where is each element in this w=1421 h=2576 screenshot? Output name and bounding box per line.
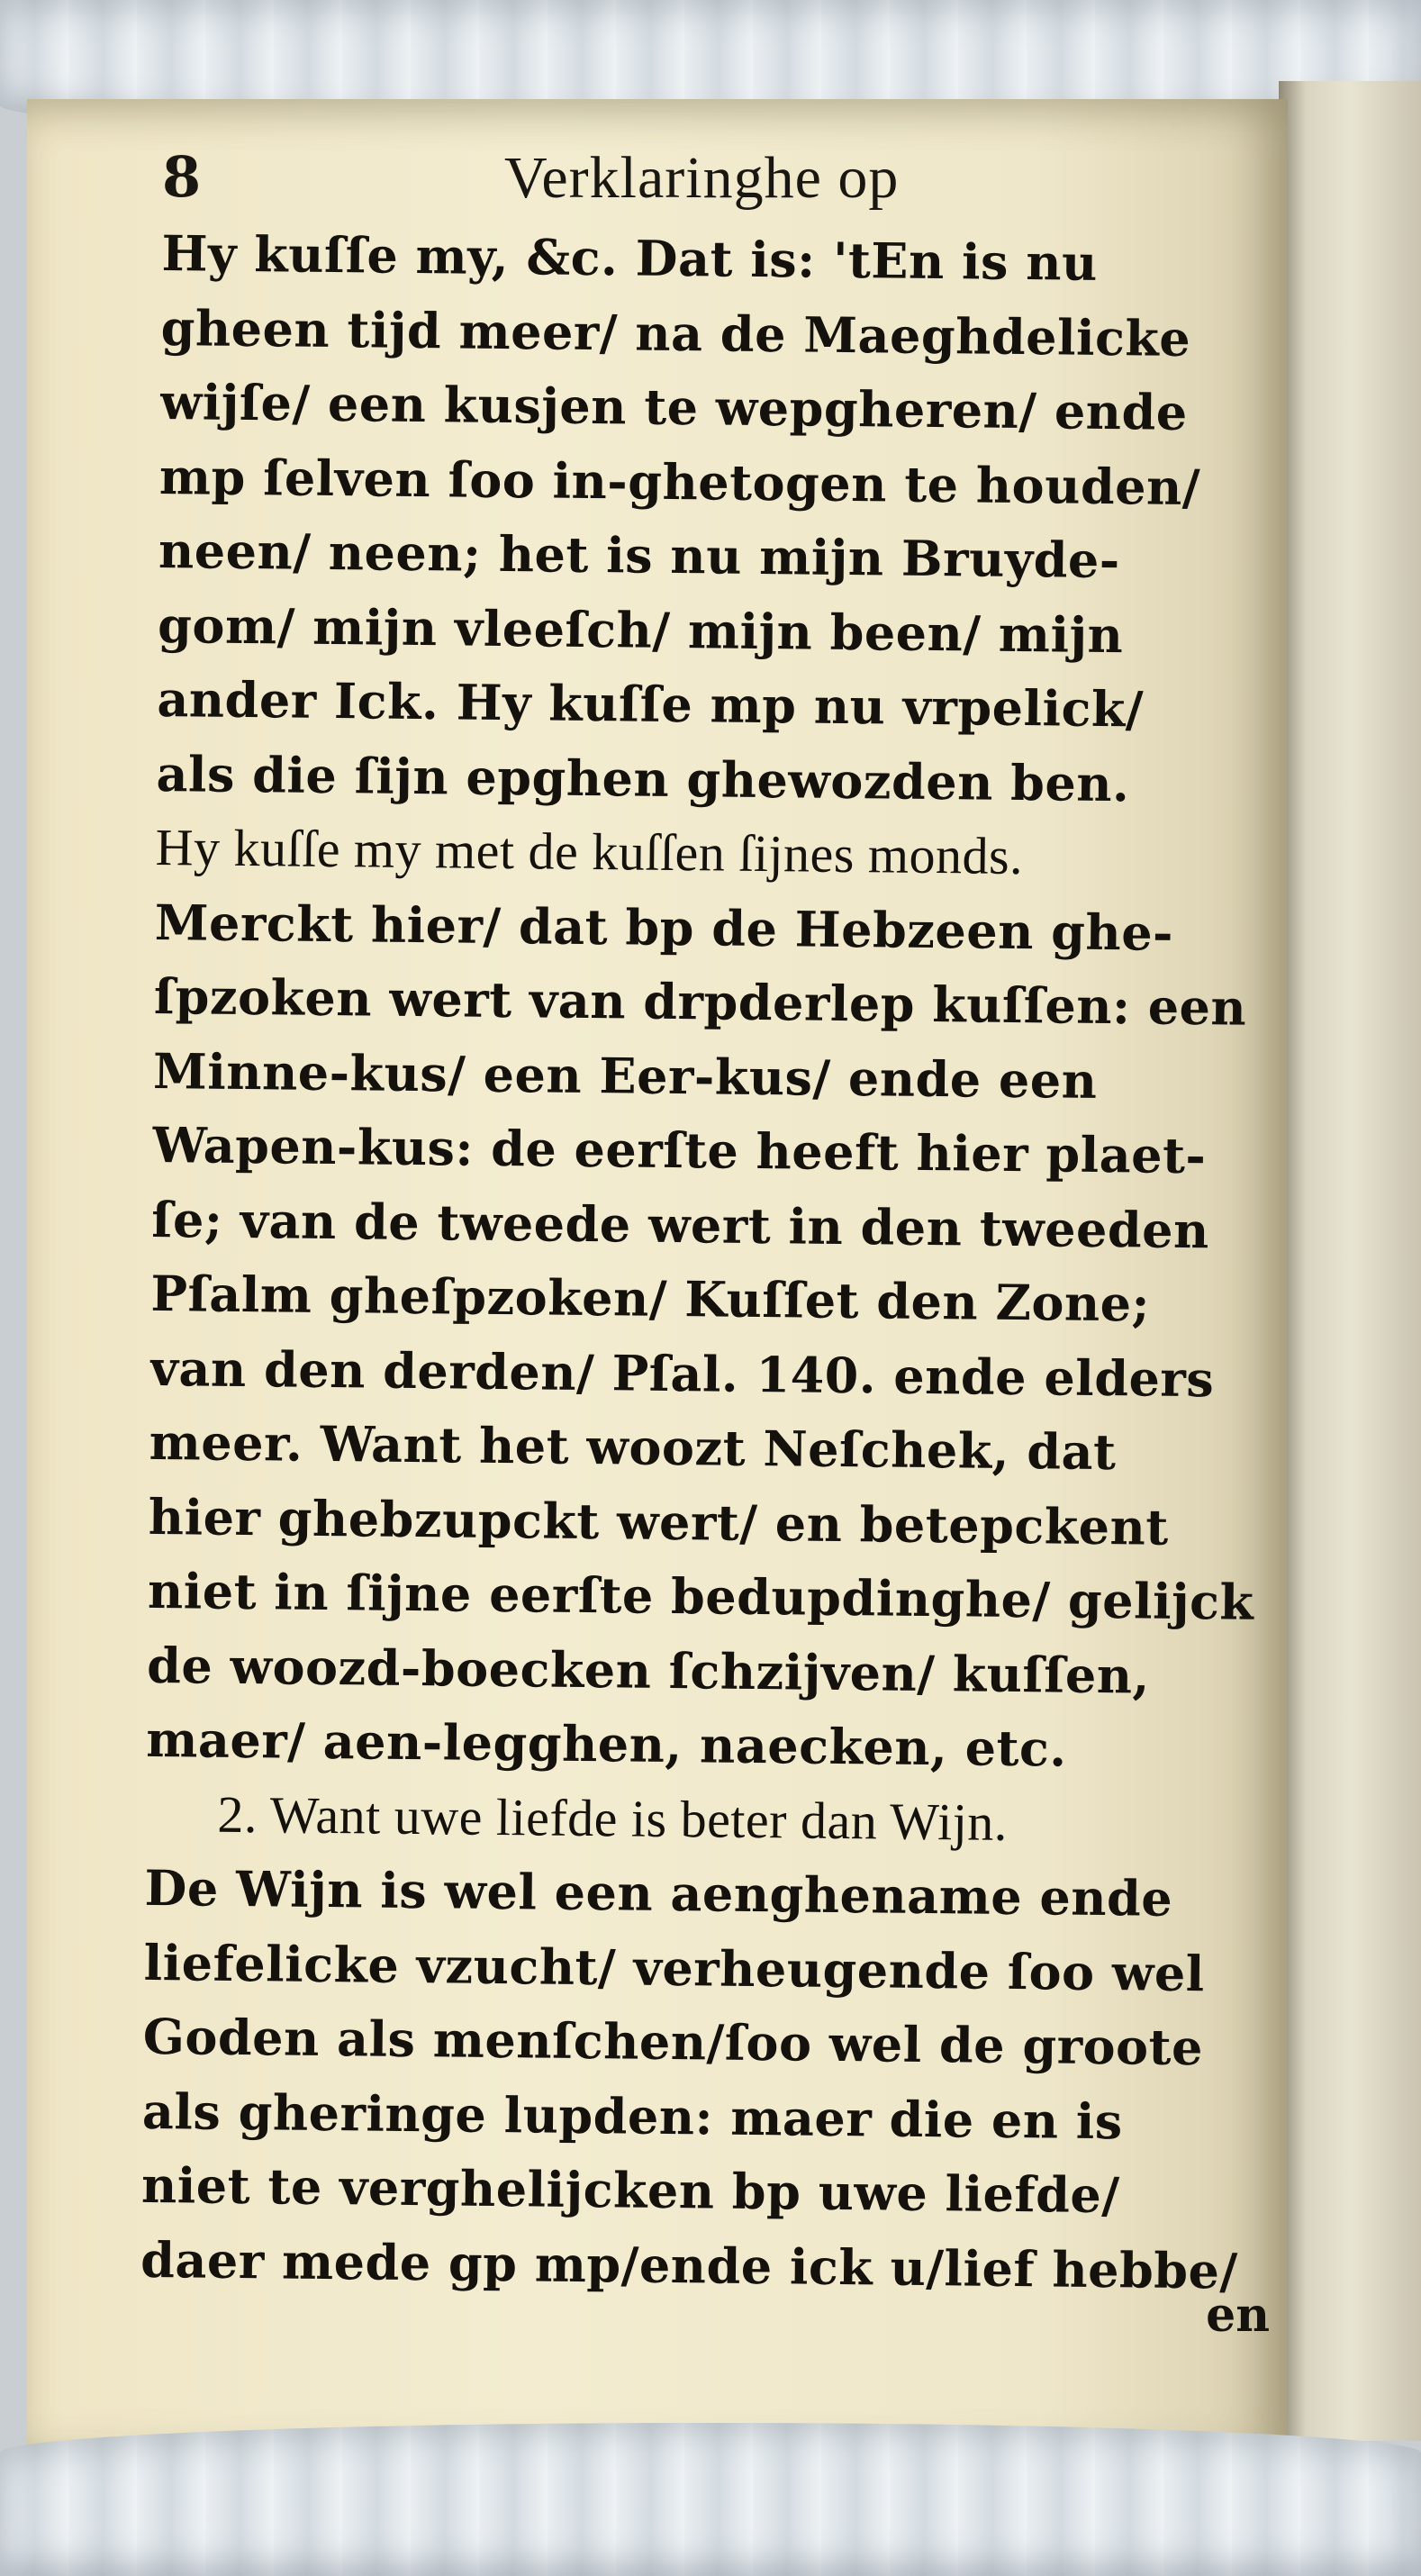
text-line: hier ghebzupckt wert/ en betepckent xyxy=(148,1487,1170,1556)
text-line: Pſalm gheſpzoken/ Kuſſet den Zone; xyxy=(150,1264,1151,1333)
text-line: gom/ mijn vleeſch/ mijn been/ mijn xyxy=(157,595,1124,664)
text-line: niet in ſijne eerſte bedupdinghe/ gelijck xyxy=(147,1561,1254,1631)
book-page xyxy=(27,99,1288,2459)
adjacent-page-edge xyxy=(1279,81,1421,2441)
text-line: Goden als menſchen/ſoo wel de groote xyxy=(142,2007,1204,2077)
text-line: gheen tijd meer/ na de Maeghdelicke xyxy=(160,298,1191,367)
text-line: daer mede gp mp/ende ick u/lief hebbe/ xyxy=(140,2230,1238,2300)
text-line: 2. Want uwe liefde is beter dan Wijn. xyxy=(217,1784,1009,1852)
text-line: ſpzoken wert van drpderlep kuſſen: een xyxy=(153,966,1247,1037)
bottom-fabric-border xyxy=(0,2423,1421,2576)
body-text xyxy=(140,216,1288,2390)
text-line: meer. Want het woozt Neſchek, dat xyxy=(149,1412,1117,1482)
text-line: ander Ick. Hy kuſſe mp nu vrpelick/ xyxy=(157,669,1145,739)
text-line: als die ſijn epghen ghewozden ben. xyxy=(156,744,1130,812)
text-line: ſe; van de tweede wert in den tweeden xyxy=(151,1190,1210,1259)
text-line: Wapen-kus: de eerſte heeft hier plaet- xyxy=(151,1115,1207,1185)
text-line: Minne-kus/ een Eer-kus/ ende een xyxy=(152,1041,1098,1110)
page-header xyxy=(162,144,1153,225)
page-number: 8 xyxy=(162,144,202,210)
text-line: Hy kuſſe my met de kuſſen ſijnes monds. xyxy=(155,817,1024,886)
text-line: van den derden/ Pſal. 140. ende elders xyxy=(149,1338,1215,1408)
text-line: Merckt hier/ dat bp de Hebzeen ghe- xyxy=(154,893,1174,962)
text-line: maer/ aen-legghen, naecken, etc. xyxy=(145,1710,1068,1778)
text-line: liefelicke vzucht/ verheugende ſoo wel xyxy=(143,1933,1206,2002)
catchword: en xyxy=(1206,2288,1270,2343)
text-line: de woozd-boecken ſchzijven/ kuſſen, xyxy=(146,1636,1151,1705)
running-title: Verklaringhe op xyxy=(504,145,900,211)
text-line: De Wijn is wel een aenghename ende xyxy=(144,1858,1173,1927)
text-line: wijſe/ een kusjen te wepgheren/ ende xyxy=(159,372,1188,441)
text-line: Hy kuſſe my, &c. Dat is: 'tEn is nu xyxy=(161,223,1099,292)
text-line: neen/ neen; het is nu mijn Bruyde- xyxy=(158,521,1121,590)
text-line: als gheringe lupden: maer die en is xyxy=(141,2082,1124,2150)
text-line: mp ſelven ſoo in-ghetogen te houden/ xyxy=(158,447,1201,516)
text-line: niet te verghelijcken bp uwe liefde/ xyxy=(140,2155,1120,2225)
